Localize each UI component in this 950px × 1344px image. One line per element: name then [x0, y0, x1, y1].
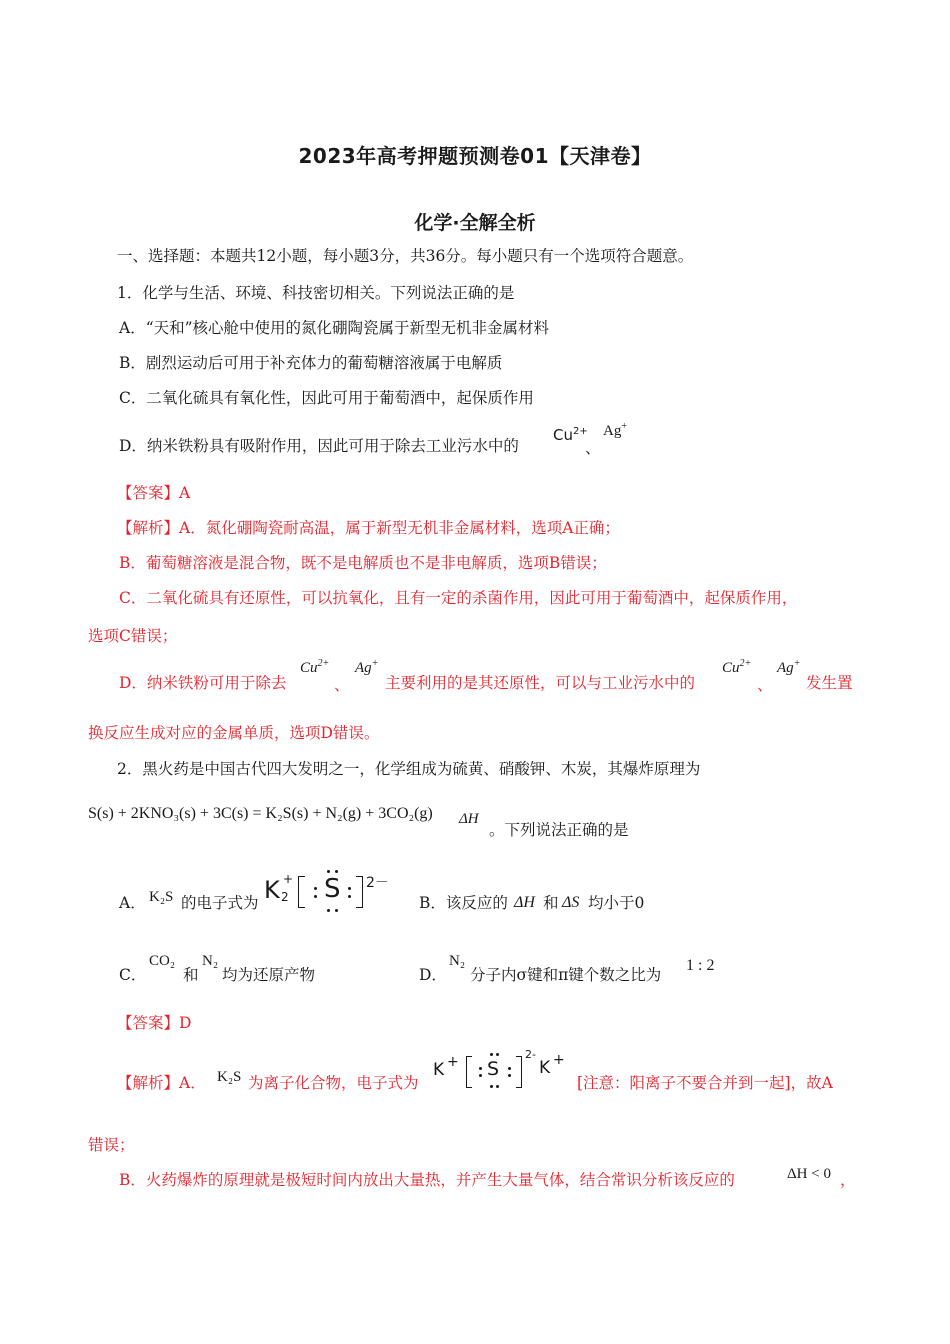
q2-explanation-a1 — [117, 1073, 206, 1093]
q1-explanation-d4: 换反应生成对应的金属单质，选项D错误。 — [88, 724, 380, 742]
ag-ion-formula — [603, 423, 627, 440]
exp-ag-symbol-1: Ag — [355, 660, 372, 676]
q2-option-c-co2: CO₂ — [149, 953, 176, 969]
lewis-k-sup: + — [283, 872, 294, 886]
q1-answer-value: A — [179, 484, 191, 502]
lewis2-bracket-left — [466, 1056, 472, 1088]
q1-d-separator: 、 — [585, 439, 601, 457]
q2-after-equation: 。下列说法正确的是 — [489, 821, 629, 839]
lewis-dot — [348, 895, 351, 898]
lewis-dot — [314, 895, 317, 898]
cu-ion-formula — [553, 426, 588, 444]
q1-explanation-d2: 主要利用的是其还原性，可以与工业污水中的 — [385, 674, 696, 692]
q2-answer-label: 【答案】 — [117, 1014, 180, 1032]
lewis-dot — [348, 887, 351, 890]
lewis-bracket-left — [298, 876, 305, 908]
lewis2-dot — [490, 1053, 493, 1056]
lewis-k: K — [264, 876, 280, 904]
q2-option-d-text: 分子内σ键和π键个数之比为 — [470, 966, 662, 984]
lewis2-dot — [508, 1067, 511, 1070]
q2-explanation-a3: [注意：阳离子不要合并到一起]，故A — [577, 1074, 833, 1092]
exp-cu-charge-1: 2+ — [317, 658, 330, 669]
exp-cu-ion-2 — [722, 660, 751, 677]
q1-stem: 1．化学与生活、环境、科技密切相关。下列说法正确的是 — [117, 284, 515, 302]
lewis-dot — [327, 909, 330, 912]
q2-exp-label: 【解析】 — [117, 1074, 180, 1092]
ag-charge: + — [621, 421, 627, 432]
lewis-k-sub: 2 — [281, 890, 289, 904]
exp-ag-symbol-2: Ag — [777, 660, 794, 676]
q1-explanation-c2: 选项C错误； — [88, 627, 178, 645]
lewis-dot — [335, 870, 338, 873]
q2-option-a-formula: K₂S — [149, 889, 174, 905]
q1-option-b: B．剧烈运动后可用于补充体力的葡萄糖溶液属于电解质 — [119, 354, 503, 372]
lewis2-s: S — [487, 1058, 500, 1080]
q2-option-b-text: 均小于0 — [588, 894, 645, 912]
cu-charge: 2+ — [572, 426, 588, 437]
q2-exp-a-formula: K₂S — [217, 1069, 242, 1085]
q2-option-d-n2: N₂ — [449, 953, 466, 969]
q2-option-d-ratio: 1 : 2 — [686, 957, 715, 974]
lewis2-k-left-sup: + — [447, 1054, 459, 1070]
exp-cu-charge-2: 2+ — [739, 658, 752, 669]
q1-answer-label: 【答案】 — [117, 484, 180, 502]
lewis-dot — [327, 870, 330, 873]
section-heading: 一、选择题：本题共12小题，每小题3分，共36分。每小题只有一个选项符合题意。 — [117, 247, 694, 265]
lewis-structure-k2s — [264, 868, 394, 914]
lewis2-k-right: K — [539, 1058, 551, 1078]
q2-explanation-a4: 错误； — [88, 1136, 135, 1154]
q2-answer-value: D — [179, 1014, 192, 1032]
q1-exp-a-text: A．氮化硼陶瓷耐高温，属于新型无机非金属材料，选项A正确； — [179, 519, 620, 537]
q2-option-c-text: 均为还原产物 — [222, 966, 316, 984]
q2-option-c-and: 和 — [183, 966, 199, 984]
q2-stem: 2．黑火药是中国古代四大发明之一，化学组成为硫黄、硝酸钾、木炭，其爆炸原理为 — [117, 760, 701, 778]
q2-option-c-n2: N₂ — [202, 953, 219, 969]
q2-option-b-label: B．该反应的 — [419, 894, 508, 912]
q1-exp-label: 【解析】 — [117, 519, 180, 537]
page-title: 2023年高考押题预测卷01【天津卷】 — [298, 144, 652, 168]
q2-option-b-and: 和 — [543, 894, 559, 912]
lewis2-k-left: K — [433, 1060, 445, 1080]
page-subtitle: 化学·全解全析 — [414, 212, 536, 234]
exp-cu-ion-1 — [300, 660, 329, 677]
q1-option-d — [119, 436, 519, 456]
q2-option-c-label: C． — [119, 966, 147, 984]
q1-explanation-c1: C．二氧化硫具有还原性，可以抗氧化，且有一定的杀菌作用，因此可用于葡萄酒中，起保质作用， — [119, 589, 798, 607]
lewis2-bracket-right — [516, 1056, 522, 1088]
lewis-charge: 2－ — [366, 875, 389, 891]
exp-d-sep-1: 、 — [334, 676, 350, 694]
q1-explanation-b: B．葡萄糖溶液是混合物，既不是电解质也不是非电解质，选项B错误； — [119, 554, 607, 572]
exp-ag-ion-2 — [777, 660, 800, 677]
q2-explanation-b: B．火药爆炸的原理就是极短时间内放出大量热，并产生大量气体，结合常识分析该反应的 — [119, 1171, 735, 1189]
q1-option-c: C．二氧化硫具有氧化性，因此可用于葡萄酒中，起保质作用 — [119, 389, 534, 407]
exp-d-sep-2: 、 — [757, 676, 773, 694]
lewis2-dot — [479, 1074, 482, 1077]
q2-answer — [117, 1013, 191, 1033]
q2-exp-b-end: ， — [840, 1171, 856, 1189]
cu-symbol: Cu — [553, 426, 573, 444]
lewis2-charge: 2- — [525, 1048, 536, 1061]
exp-ag-charge-1: + — [371, 658, 379, 669]
q2-explanation-a2: 为离子化合物，电子式为 — [248, 1074, 419, 1092]
q1-option-a: A．“天和”核心舱中使用的氮化硼陶瓷属于新型无机非金属材料 — [119, 319, 550, 337]
q2-exp-a-prefix: A． — [179, 1074, 206, 1092]
q2-option-a-text: 的电子式为 — [181, 894, 259, 912]
lewis2-k-right-sup: + — [553, 1052, 565, 1068]
q2-equation: S(s) + 2KNO₃(s) + 3C(s) = K₂S(s) + N₂(g) + 3CO₂(g) — [88, 805, 433, 822]
q2-option-b-ds: ΔS — [562, 894, 580, 911]
exp-cu-symbol-2: Cu — [722, 660, 740, 676]
q1-explanation-a — [117, 518, 620, 538]
exp-ag-ion-1 — [355, 660, 378, 677]
lewis2-dot — [508, 1074, 511, 1077]
q1-option-d-text: D．纳米铁粉具有吸附作用，因此可用于除去工业污水中的 — [119, 437, 519, 455]
q2-delta-h: ΔH — [459, 811, 479, 827]
lewis-bracket-right — [356, 876, 363, 908]
lewis2-dot — [496, 1085, 499, 1088]
lewis-dot — [314, 887, 317, 890]
q2-option-b-dh: ΔH — [514, 894, 535, 911]
q2-option-d-label: D． — [419, 966, 447, 984]
lewis2-dot — [479, 1067, 482, 1070]
ag-symbol: Ag — [603, 423, 622, 439]
q1-explanation-d3: 发生置 — [806, 674, 853, 692]
lewis2-dot — [496, 1053, 499, 1056]
q2-exp-b-dh: ΔH < 0 — [787, 1166, 831, 1182]
exp-ag-charge-2: + — [793, 658, 801, 669]
lewis-structure-k2s-expanded — [433, 1048, 573, 1094]
exp-cu-symbol-1: Cu — [300, 660, 318, 676]
lewis-s: S — [324, 874, 341, 904]
q1-explanation-d1: D．纳米铁粉可用于除去 — [119, 674, 287, 692]
lewis2-dot — [490, 1085, 493, 1088]
lewis-dot — [335, 909, 338, 912]
q1-answer — [117, 483, 190, 503]
q2-option-a-label: A． — [119, 894, 146, 912]
